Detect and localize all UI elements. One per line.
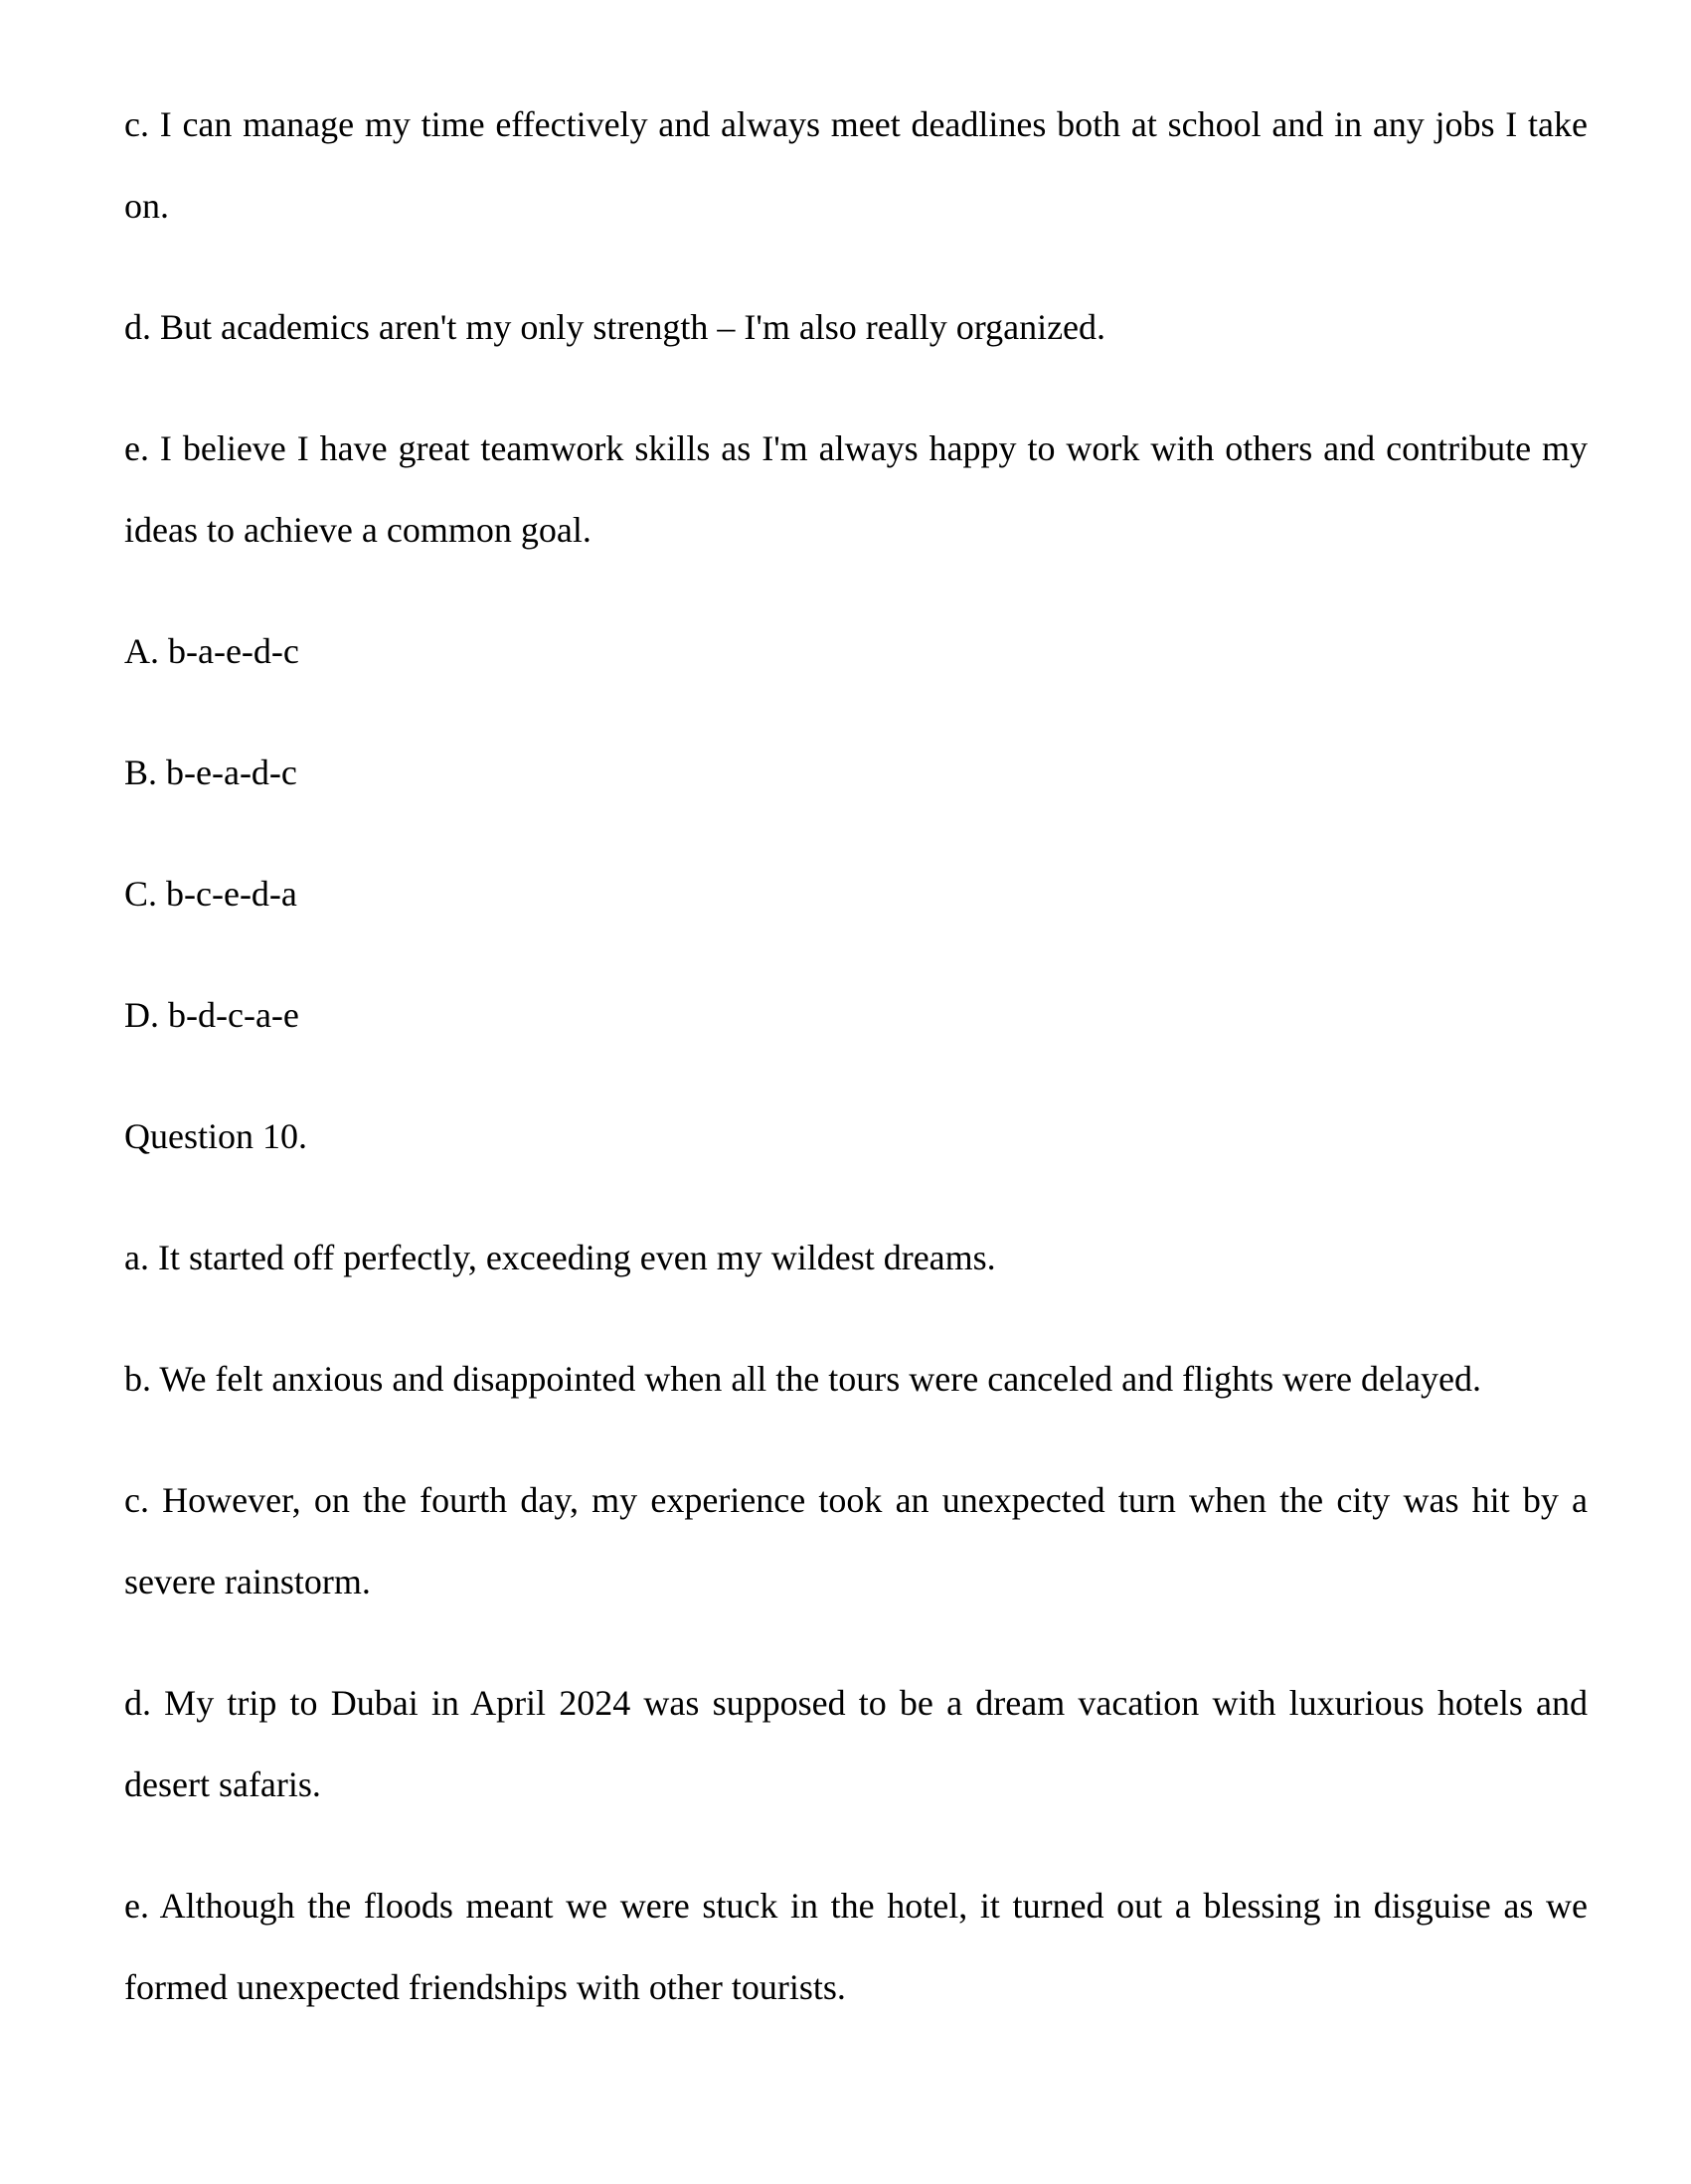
q10-item-c: c. However, on the fourth day, my experience took an unexpected turn when the city was hit by a severe rainstorm. (124, 1480, 1588, 1601)
q9-item-c: c. I can manage my time effectively and always meet deadlines both at school and in any jobs I take on. (124, 104, 1588, 226)
q10-item-b: b. We felt anxious and disappointed when all the tours were canceled and flights were delayed. (124, 1359, 1481, 1399)
q10-item-d: d. My trip to Dubai in April 2024 was supposed to be a dream vacation with luxurious hotels and desert safaris. (124, 1683, 1588, 1804)
question-10-title: Question 10. (124, 1116, 307, 1156)
q9-option-a: A. b-a-e-d-c (124, 631, 299, 671)
q9-item-d: d. But academics aren't my only strength – I'm also really organized. (124, 307, 1106, 347)
q9-item-e: e. I believe I have great teamwork skills as I'm always happy to work with others and contribute my ideas to achieve a common goal. (124, 428, 1588, 550)
q10-item-a: a. It started off perfectly, exceeding even my wildest dreams. (124, 1238, 996, 1277)
q9-option-b: B. b-e-a-d-c (124, 753, 297, 792)
q10-item-e: e. Although the floods meant we were stuck in the hotel, it turned out a blessing in disguise as we formed unexpected friendships with other tourists. (124, 1886, 1588, 2007)
q9-option-d: D. b-d-c-a-e (124, 995, 299, 1035)
q9-option-c: C. b-c-e-d-a (124, 874, 297, 914)
